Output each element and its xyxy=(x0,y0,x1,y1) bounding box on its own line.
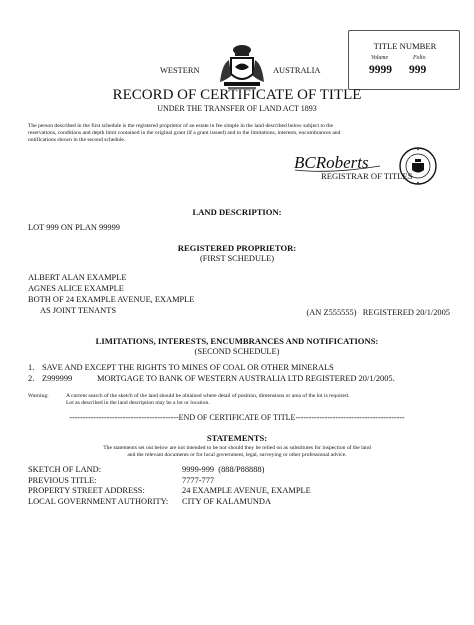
limitation-text: SAVE AND EXCEPT THE RIGHTS TO MINES OF COAL OR OTHER MINERALS xyxy=(42,363,334,372)
statement-label: LOCAL GOVERNMENT AUTHORITY: xyxy=(28,496,169,506)
title-number-box xyxy=(348,30,460,90)
statement-label: PREVIOUS TITLE: xyxy=(28,475,97,485)
statement-label: SKETCH OF LAND: xyxy=(28,465,102,474)
land-value: LOT 999 ON PLAN 99999 xyxy=(28,223,120,232)
warning-line: A current search of the sketch of the land should be obtained where detail of position, dimensions or area of the lot is required. xyxy=(66,393,350,399)
coat-of-arms-icon xyxy=(214,40,270,92)
statement-value: CITY OF KALAMUNDA xyxy=(182,496,272,506)
signature-text: BCRoberts xyxy=(294,153,369,172)
registrar-label: REGISTRAR OF TITLES xyxy=(321,171,413,181)
folio-value: 999 xyxy=(409,64,427,76)
limitations-subheading: (SECOND SCHEDULE) xyxy=(194,347,280,356)
statement-row xyxy=(28,476,448,487)
statements-note: The statements set out below are not intended to be nor should they be relied on as substitutes for inspection of the land xyxy=(103,445,371,451)
limitations-heading: LIMITATIONS, INTERESTS, ENCUMBRANCES AND NOTIFICATIONS: xyxy=(95,336,379,346)
statement-row xyxy=(28,486,448,497)
warning-label: Warning: xyxy=(28,393,49,399)
statement-value: 9999-999 (888/P88888) xyxy=(182,465,265,474)
intro-line: The person described in the first schedule is the registered proprietor of an estate in fee simple in the land described below subject to the xyxy=(28,123,334,129)
document-subtitle: UNDER THE TRANSFER OF LAND ACT 1893 xyxy=(157,104,317,113)
warning-line: Lot as described in the land description may be a lot or location. xyxy=(66,400,210,406)
proprietor-heading: REGISTERED PROPRIETOR: xyxy=(177,243,297,253)
proprietor-line: ALBERT ALAN EXAMPLE xyxy=(28,273,127,282)
proprietor-list xyxy=(28,272,194,316)
registration-reference: (AN Z555555) REGISTERED 20/1/2005 xyxy=(306,308,450,317)
title-number-label: TITLE NUMBER xyxy=(373,41,437,51)
proprietor-line: BOTH OF 24 EXAMPLE AVENUE, EXAMPLE xyxy=(28,295,195,304)
limitation-code: Z999999 xyxy=(42,374,73,383)
volume-label: Volume xyxy=(371,55,389,61)
intro-paragraph xyxy=(28,123,448,144)
end-of-certificate-line: -----------------------------------------END OF CERTIFICATE OF TITLE----------------------------------------- xyxy=(69,413,405,422)
intro-line: notifications shown in the second schedule. xyxy=(28,137,126,143)
statement-value: 7777-777 xyxy=(182,475,215,485)
header-western: WESTERN xyxy=(160,66,200,75)
limitation-number: 1. xyxy=(28,363,35,372)
folio-label: Folio xyxy=(413,55,426,61)
limitation-number: 2. xyxy=(28,374,35,383)
header-australia: AUSTRALIA xyxy=(273,66,321,75)
intro-line: reservations, conditions and depth limit contained in the original grant (if a grant issued) and to the limitations, interests, encumbrances and xyxy=(28,130,341,136)
statement-value: 24 EXAMPLE AVENUE, EXAMPLE xyxy=(182,486,311,495)
statements-note: and the relevant documents or for local government, legal, surveying or other professional advice. xyxy=(127,452,347,458)
document-title: RECORD OF CERTIFICATE OF TITLE xyxy=(112,87,362,103)
statement-row xyxy=(28,465,448,476)
statements-heading: STATEMENTS: xyxy=(206,433,268,443)
statement-row xyxy=(28,497,448,508)
statements-table xyxy=(28,465,448,507)
volume-value: 9999 xyxy=(369,64,392,76)
limitation-text: MORTGAGE TO BANK OF WESTERN AUSTRALIA LTD REGISTERED 20/1/2005. xyxy=(97,374,395,383)
proprietor-tenancy: AS JOINT TENANTS xyxy=(40,306,117,315)
warning-text xyxy=(66,393,446,407)
statement-label: PROPERTY STREET ADDRESS: xyxy=(28,486,145,495)
proprietor-line: AGNES ALICE EXAMPLE xyxy=(28,284,124,293)
proprietor-subheading: (FIRST SCHEDULE) xyxy=(199,254,275,263)
land-heading: LAND DESCRIPTION: xyxy=(192,207,282,217)
